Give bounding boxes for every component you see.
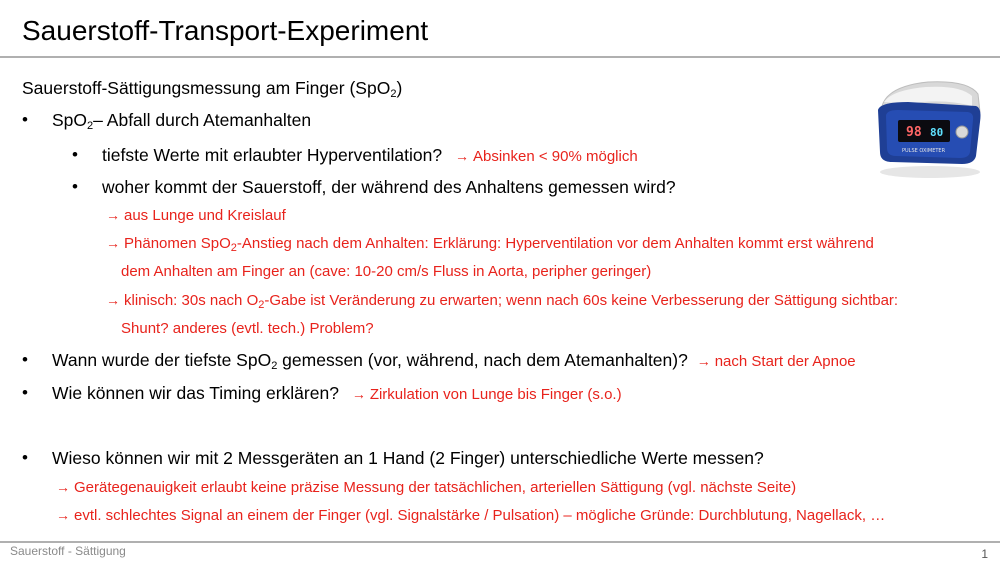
svg-text:PULSE OXIMETER: PULSE OXIMETER: [902, 148, 946, 154]
svg-text:80: 80: [930, 126, 944, 139]
bullet-icon: •: [22, 448, 28, 467]
answer-phenomenon-cont: dem Anhalten am Finger an (cave: 10-20 cm/s Fluss in Aorta, peripher geringer): [121, 263, 652, 280]
arrow-icon: →: [106, 292, 120, 308]
bullet-icon: •: [72, 177, 78, 196]
slide-title: Sauerstoff-Transport-Experiment: [22, 15, 429, 46]
subbullet-oxygen-source: woher kommt der Sauerstoff, der während des Anhaltens gemessen wird?: [102, 177, 676, 197]
pulse-oximeter-icon: [868, 72, 986, 180]
footer-divider: [0, 541, 1000, 543]
bullet-two-devices: Wieso können wir mit 2 Messgeräten an 1 Hand (2 Finger) unterschiedliche Werte messen?: [52, 448, 764, 468]
answer-text: → nach Start der Apnoe: [696, 353, 856, 370]
answer-clinical: → klinisch: 30s nach $O_2$-Gabe ist Veränderung zu erwarten; wenn nach 60s keine Verbesserung der Sättigung sichtbar:: [106, 292, 899, 311]
answer-bad-signal: → evtl. schlechtes Signal an einem der Finger (vgl. Signalstärke / Pulsation) – mögliche Gründe: Durchblutung, Nagellack, …: [56, 507, 886, 524]
subbullet-lowest-values: tiefste Werte mit erlaubter Hyperventilation? → Absinken < 90% möglich: [102, 145, 638, 165]
answer-text: → Zirkulation von Lunge bis Finger (s.o.): [351, 386, 622, 403]
arrow-icon: →: [454, 148, 469, 164]
answer-phenomenon: → Phänomen SpO$_2$-Anstieg nach dem Anhalten: Erklärung: Hyperventilation vor dem Anhalten kommt erst während: [106, 235, 874, 254]
svg-text:98: 98: [906, 125, 922, 140]
answer-lung-circulation: → aus Lunge und Kreislauf: [106, 207, 286, 224]
arrow-icon: →: [351, 386, 366, 402]
arrow-icon: →: [696, 353, 711, 369]
answer-device-accuracy: → Gerätegenauigkeit erlaubt keine präzise Messung der tatsächlichen, arteriellen Sättigung (vgl. nächste Seite): [56, 479, 797, 496]
arrow-icon: →: [56, 479, 70, 495]
bullet-lowest-spo2-timing: Wann wurde der tiefste SpO$_2$ gemessen (vor, während, nach dem Atemanhalten)? → nach Start der Apnoe: [52, 350, 856, 372]
footer-text: Sauerstoff - Sättigung: [10, 544, 126, 558]
answer-text: → Absinken < 90% möglich: [454, 148, 638, 165]
bullet-spo2-drop: SpO$_2$– Abfall durch Atemanhalten: [52, 110, 312, 132]
pulse-oximeter-image: [868, 72, 986, 180]
answer-clinical-cont: Shunt? anderes (evtl. tech.) Problem?: [121, 320, 374, 337]
section-heading: Sauerstoff-Sättigungsmessung am Finger (SpO$_2$): [22, 78, 403, 100]
arrow-icon: →: [106, 235, 120, 251]
arrow-icon: →: [56, 507, 70, 523]
bullet-icon: •: [22, 350, 28, 369]
arrow-icon: →: [106, 207, 120, 223]
page-number: 1: [981, 547, 988, 561]
bullet-explain-timing: Wie können wir das Timing erklären? → Zirkulation von Lunge bis Finger (s.o.): [52, 383, 622, 403]
bullet-icon: •: [22, 110, 28, 129]
bullet-icon: •: [72, 145, 78, 164]
bullet-icon: •: [22, 383, 28, 402]
